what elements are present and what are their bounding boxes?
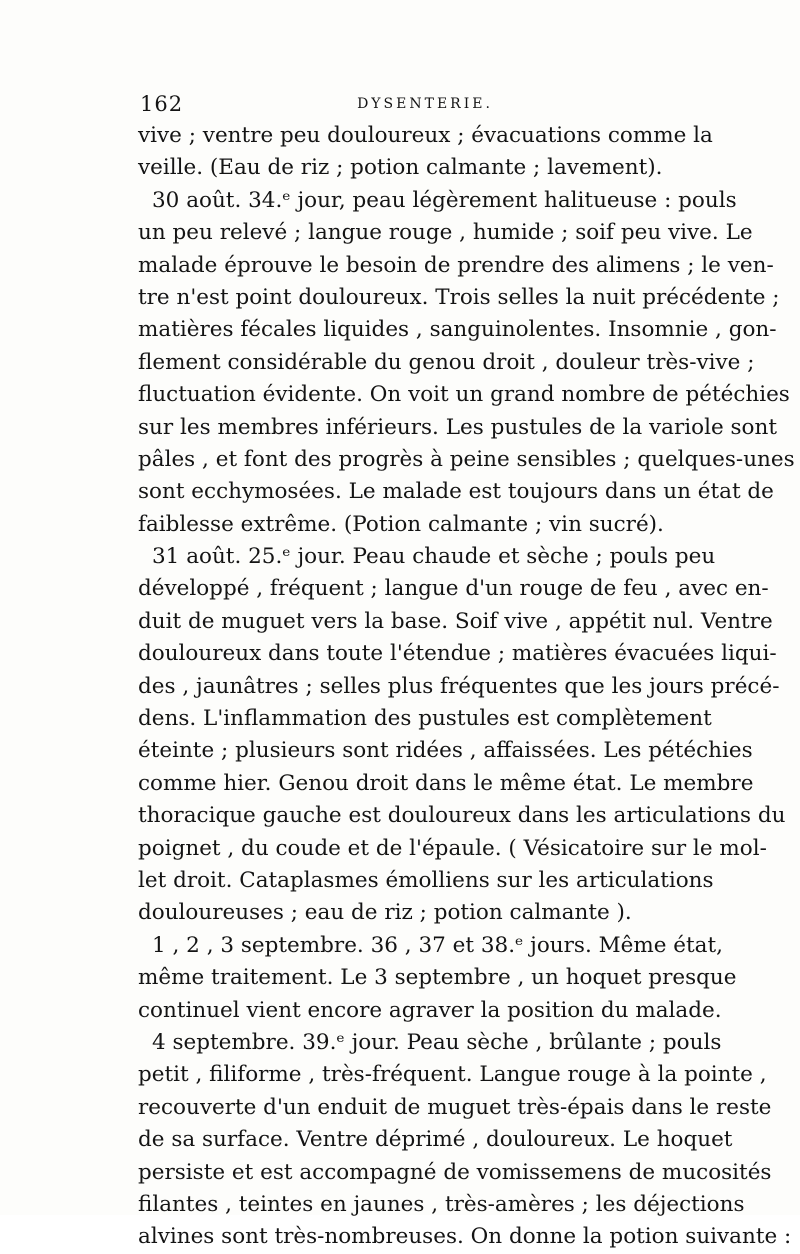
running-title: DYSENTERIE. (357, 96, 493, 112)
text-line: 31 août. 25.ᵉ jour. Peau chaude et sèche ; pouls peu (152, 544, 716, 570)
text-line: comme hier. Genou droit dans le même état. Le membre (138, 770, 754, 796)
text-line: sur les membres inférieurs. Les pustules de la variole sont (138, 414, 777, 440)
text-line: un peu relevé ; langue rouge , humide ; soif peu vive. Le (138, 220, 753, 246)
text-line: flement considérable du genou droit , douleur très-vive ; (138, 349, 755, 375)
text-line: éteinte ; plusieurs sont ridées , affaissées. Les pétéchies (138, 738, 753, 764)
text-line: persiste et est accompagné de vomissemens de mucosités (138, 1159, 772, 1185)
text-line: filantes , teintes en jaunes , très-amères ; les déjections (138, 1191, 745, 1217)
text-line: des , jaunâtres ; selles plus fréquentes que les jours précé- (138, 673, 780, 699)
text-line: recouverte d'un enduit de muguet très-épais dans le reste (138, 1094, 772, 1120)
text-line: alvines sont très-nombreuses. On donne la potion suivante : (138, 1224, 792, 1250)
text-line: vive ; ventre peu douloureux ; évacuations comme la (138, 123, 713, 148)
text-line: matières fécales liquides , sanguinolentes. Insomnie , gon- (138, 317, 777, 343)
text-line: petit , filiforme , très-fréquent. Langue rouge à la pointe , (138, 1062, 767, 1088)
text-line: poignet , du coude et de l'épaule. ( Vésicatoire sur le mol- (138, 835, 767, 861)
text-line: 1 , 2 , 3 septembre. 36 , 37 et 38.ᵉ jours. Même état, (152, 932, 723, 958)
text-line: 30 août. 34.ᵉ jour, peau légèrement halitueuse : pouls (152, 187, 737, 213)
page-number: 162 (140, 92, 184, 116)
text-line: veille. (Eau de riz ; potion calmante ; lavement). (138, 155, 663, 181)
text-line: développé , fréquent ; langue d'un rouge de feu , avec en- (138, 576, 769, 602)
text-line: tre n'est point douloureux. Trois selles la nuit précédente ; (138, 284, 780, 310)
text-line: pâles , et font des progrès à peine sensibles ; quelques-unes (138, 446, 795, 472)
text-line: fluctuation évidente. On voit un grand nombre de pétéchies (138, 382, 790, 408)
text-line: duit de muguet vers la base. Soif vive , appétit nul. Ventre (138, 608, 773, 634)
body-text (138, 120, 795, 1254)
text-line: douloureuses ; eau de riz ; potion calmante ). (138, 900, 632, 926)
text-line: faiblesse extrême. (Potion calmante ; vin sucré). (138, 511, 664, 537)
text-line: même traitement. Le 3 septembre , un hoquet presque (138, 965, 737, 991)
text-line: sont ecchymosées. Le malade est toujours dans un état de (138, 479, 774, 505)
text-line: de sa surface. Ventre déprimé , douloureux. Le hoquet (138, 1127, 733, 1153)
text-line: let droit. Cataplasmes émolliens sur les articulations (138, 867, 714, 893)
text-line: douloureux dans toute l'étendue ; matières évacuées liqui- (138, 641, 777, 667)
text-line: continuel vient encore agraver la position du malade. (138, 997, 722, 1023)
text-line: dens. L'inflammation des pustules est complètement (138, 706, 712, 732)
text-line: 4 septembre. 39.ᵉ jour. Peau sèche , brûlante ; pouls (152, 1029, 722, 1055)
page-header (140, 92, 670, 116)
text-line: thoracique gauche est douloureux dans les articulations du (138, 803, 786, 829)
text-line: malade éprouve le besoin de prendre des alimens ; le ven- (138, 252, 774, 278)
